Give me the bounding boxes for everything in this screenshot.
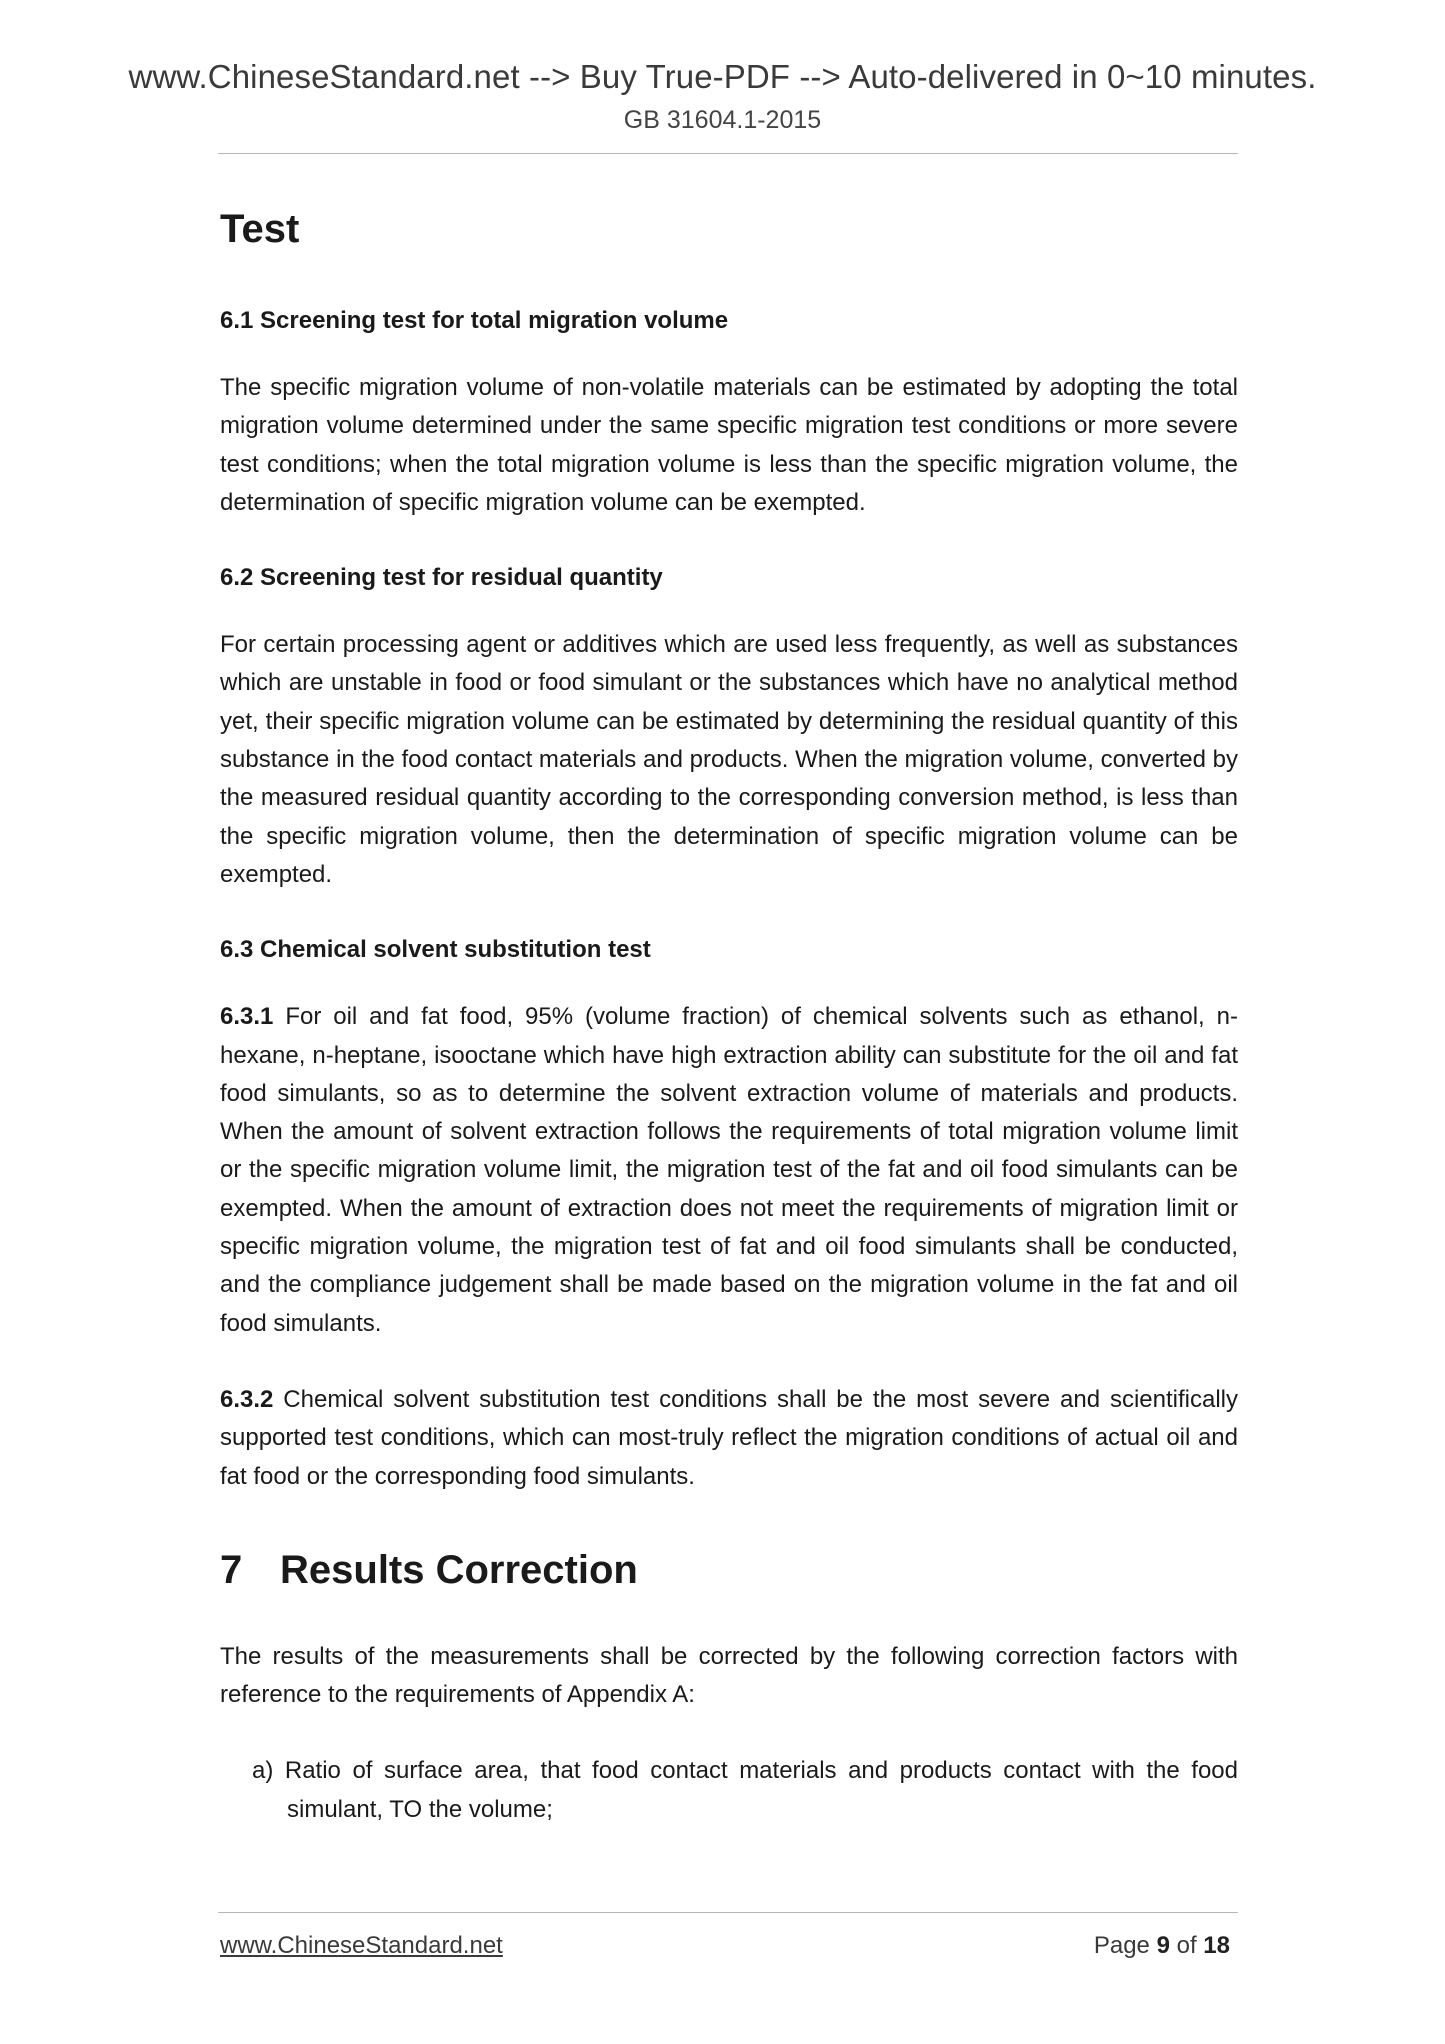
paragraph-6-1: The specific migration volume of non-volatile materials can be estimated by adopting the total migration volume determined under the same specific migration test conditions or more severe test conditions; when the total migration volume is less than the specific migration volume, the determination of specific migration volume can be exempted.	[220, 374, 1238, 516]
standard-code: GB 31604.1-2015	[623, 106, 822, 134]
paragraph-6-3-1	[220, 998, 1238, 1343]
clause-number-6-3-1: 6.3.1	[220, 1003, 274, 1031]
paragraph-6-3-2	[220, 1381, 1238, 1496]
header-divider	[218, 153, 1238, 154]
section-title: Results Correction	[280, 1547, 638, 1592]
section-number: 7	[220, 1547, 243, 1592]
page-content	[220, 205, 1238, 1829]
footer-divider	[218, 1912, 1238, 1913]
page-number	[1094, 1932, 1230, 1960]
page-current: 9	[1156, 1932, 1170, 1959]
site-banner: www.ChineseStandard.net --> Buy True-PDF --> Auto-delivered in 0~10 minutes.	[128, 58, 1317, 95]
page-of: of	[1176, 1932, 1197, 1959]
clause-number-6-3-2: 6.3.2	[220, 1385, 274, 1413]
page-total: 18	[1203, 1932, 1230, 1959]
heading-6-1: 6.1 Screening test for total migration volume	[220, 307, 729, 334]
list-item-a: a) Ratio of surface area, that food contact materials and products contact with the food simulant, TO the volume;	[252, 1757, 1238, 1823]
clause-text-6-3-1: For oil and fat food, 95% (volume fraction) of chemical solvents such as ethanol, n-hexane, n-heptane, isooctane which have high extraction ability can substitute for the oil and fat food simulants, so as to determine the solvent extraction volume of materials and products. When the amount of solvent extraction follows the requirements of total migration volume limit or the specific migration volume limit, the migration test of the fat and oil food simulants can be exempted. When the amount of extraction does not meet the requirements of migration limit or specific migration volume, the migration test of fat and oil food simulants shall be conducted, and the compliance judgement shall be made based on the migration volume in the fat and oil food simulants.	[220, 1003, 1238, 1337]
heading-test: Test	[220, 207, 300, 251]
heading-6-2: 6.2 Screening test for residual quantity	[220, 564, 663, 592]
footer-site-link[interactable]: www.ChineseStandard.net	[220, 1932, 503, 1959]
heading-6-3: 6.3 Chemical solvent substitution test	[220, 936, 651, 964]
page-word: Page	[1093, 1932, 1150, 1959]
paragraph-6-2: For certain processing agent or additives which are used less frequently, as well as substances which are unstable in food or food simulant or the substances which have no analytical method yet, their specific migration volume can be estimated by determining the residual quantity of this substance in the food contact materials and products. When the migration volume, converted by the measured residual quantity according to the corresponding conversion method, is less than the specific migration volume, then the determination of specific migration volume can be exempted.	[220, 631, 1238, 888]
heading-section-7	[220, 1546, 1238, 1594]
paragraph-7-intro: The results of the measurements shall be corrected by the following correction factors with reference to the requirements of Appendix A:	[220, 1642, 1238, 1709]
clause-text-6-3-2: Chemical solvent substitution test conditions shall be the most severe and scientifically supported test conditions, which can most-truly reflect the migration conditions of actual oil and fat food or the corresponding food simulants.	[220, 1385, 1238, 1490]
